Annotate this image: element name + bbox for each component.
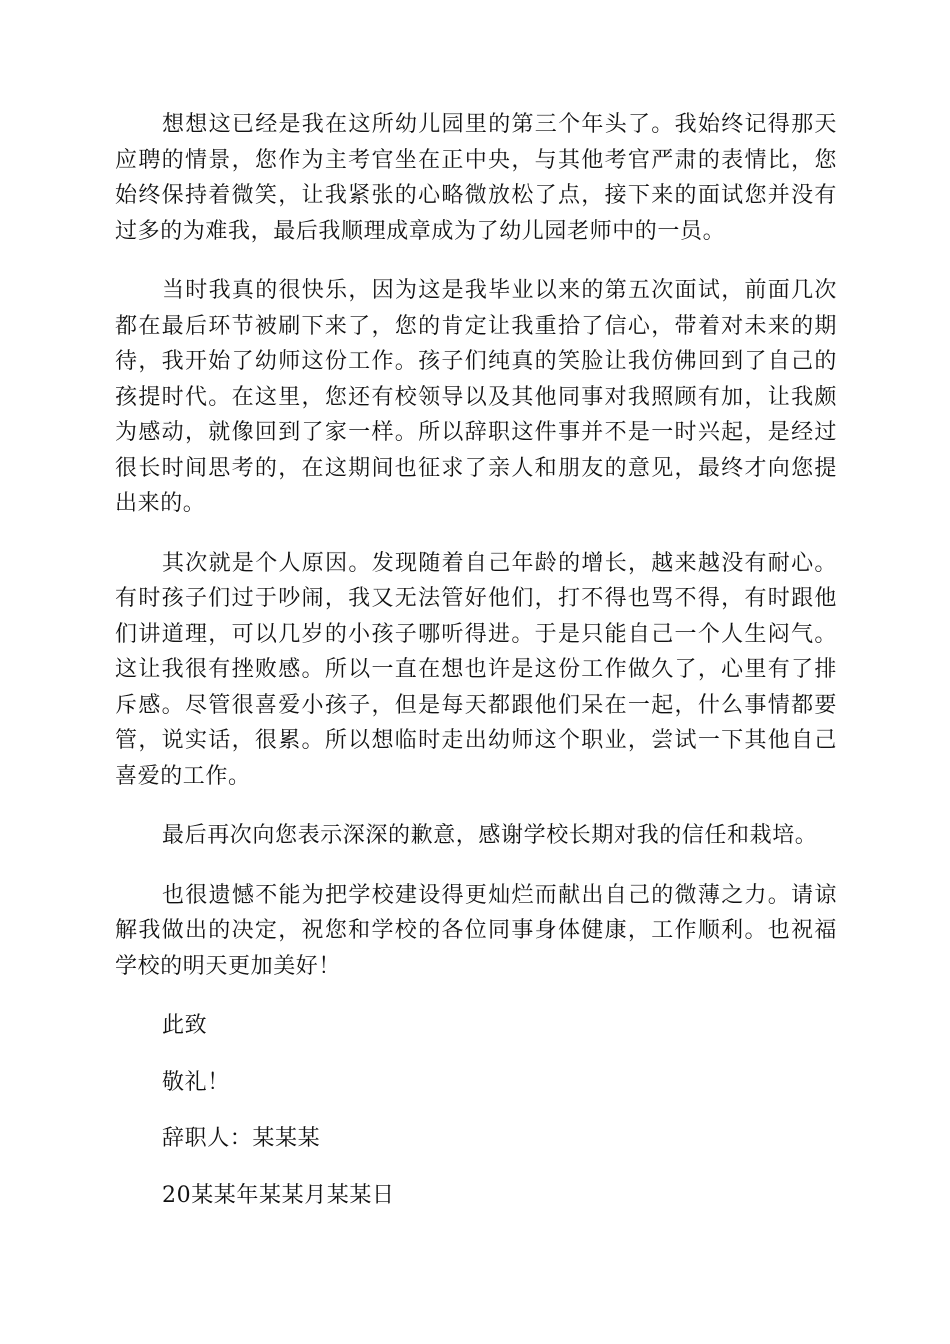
- paragraph-gratitude: 当时我真的很快乐，因为这是我毕业以来的第五次面试，前面几次都在最后环节被刷下来了，您的肯定让我重拾了信心，带着对未来的期待，我开始了幼师这份工作。孩子们纯真的笑脸让我仿佛回到了自己的孩提时代。在这里，您还有校领导以及其他同事对我照顾有加，让我颇为感动，就像回到了家一样。所以辞职这件事并不是一时兴起，是经过很长时间思考的，在这期间也征求了亲人和朋友的意见，最终才向您提出来的。: [115, 278, 837, 516]
- signature: 辞职人：某某某: [162, 1126, 321, 1151]
- paragraph-personal-reasons: 其次就是个人原因。发现随着自己年龄的增长，越来越没有耐心。有时孩子们过于吵闹，我又无法管好他们，打不得也骂不得，有时跟他们讲道理，可以几岁的小孩子哪听得进。于是只能自己一个人生闷气。这让我很有挫败感。所以一直在想也许是这份工作做久了，心里有了排斥感。尽管很喜爱小孩子，但是每天都跟他们呆在一起，什么事情都要管，说实话，很累。所以想临时走出幼师这个职业，尝试一下其他自己喜爱的工作。: [115, 550, 837, 789]
- paragraph-wishes: 也很遗憾不能为把学校建设得更灿烂而献出自己的微薄之力。请谅解我做出的决定，祝您和学校的各位同事身体健康，工作顺利。也祝福学校的明天更加美好！: [115, 882, 837, 979]
- letter-date: 20某某年某某月某某日: [162, 1182, 395, 1208]
- paragraph-recollection: 想想这已经是我在这所幼儿园里的第三个年头了。我始终记得那天应聘的情景，您作为主考官坐在正中央，与其他考官严肃的表情比，您始终保持着微笑，让我紧张的心略微放松了点，接下来的面试您并没有过多的为难我，最后我顺理成章成为了幼儿园老师中的一员。: [115, 112, 837, 244]
- letter-body: [115, 107, 837, 1234]
- closing-regards: 敬礼！: [162, 1069, 230, 1095]
- paragraph-apology: 最后再次向您表示深深的歉意，感谢学校长期对我的信任和栽培。: [162, 823, 818, 848]
- closing-salutation: 此致: [162, 1013, 208, 1038]
